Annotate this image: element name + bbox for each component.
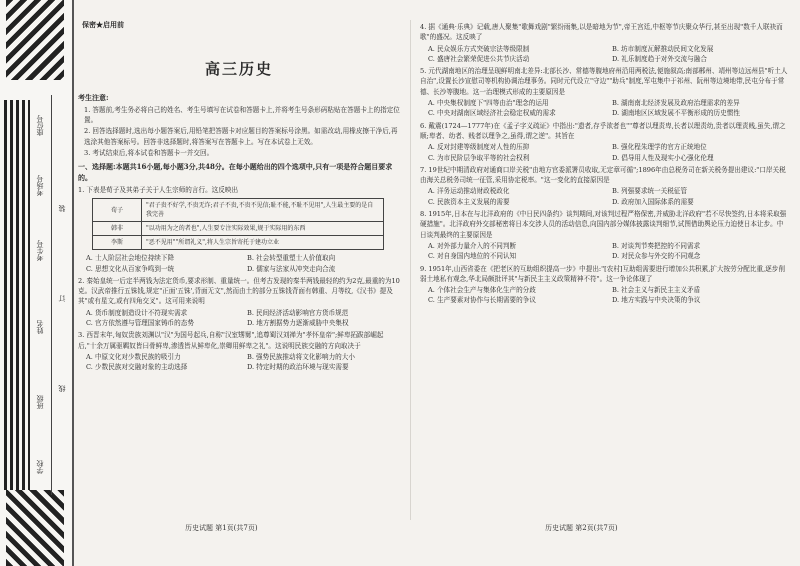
exam-no-label: 考生号 bbox=[36, 240, 44, 261]
barcode-bars bbox=[4, 100, 30, 490]
option: C. 中央对湖南区域经济社会稳定权威的需求 bbox=[428, 109, 556, 118]
barcode-pattern-top bbox=[6, 0, 64, 80]
options bbox=[428, 241, 788, 262]
option: D. 礼乐制度趋于对外交流与融合 bbox=[612, 54, 707, 63]
option: A. 反对封建等级制度对人性的压抑 bbox=[428, 143, 530, 152]
binding-strip bbox=[0, 0, 74, 566]
option: C. 为市民阶层争取平等的社会权利 bbox=[428, 153, 530, 162]
table-cell-text: "君子贵不好学,不贵无诈;君子不贵,不贵不见信;耻不能,不耻不见用",人生最主要的是自我完善 bbox=[142, 199, 384, 222]
option: B. 民间经济活动影响官方货币规范 bbox=[247, 308, 349, 317]
page-title: 高三历史 bbox=[204, 60, 273, 79]
option: D. 地方割据势力逐渐威胁中央集权 bbox=[247, 319, 349, 328]
question-stem: 7. 19世纪中期清政府对通商口岸关税"由地方官委派署员收取,无定章可循";1896年由总税务司在新关税务提出建议:"口岸关税由海关总税务司统一征管,采用协定税率。"这一变化的直接原因是 bbox=[420, 165, 786, 185]
option: A. 个体社会生产与集体化生产的分歧 bbox=[428, 286, 536, 295]
question-1 bbox=[78, 185, 400, 274]
option: A. 货币制度制造设计不符现实需求 bbox=[86, 308, 188, 317]
option: B. 社会主义与新民主主义矛盾 bbox=[612, 286, 701, 295]
option: B. 列强要求统一关税征管 bbox=[612, 187, 687, 196]
question-8 bbox=[420, 209, 788, 261]
question-4 bbox=[420, 22, 788, 64]
option: B. 对谈判节奏把控的不同需求 bbox=[612, 241, 701, 250]
question-9 bbox=[420, 264, 788, 306]
seat-label: 座位号 bbox=[36, 115, 44, 136]
binding-line bbox=[51, 95, 52, 495]
question-stem: 1. 下表是荀子及其弟子关于人生宗师的言行。这反映出 bbox=[78, 185, 239, 194]
cut-mark: 订 bbox=[58, 295, 66, 302]
option: D. 儒家与法家从冲突走向合流 bbox=[247, 264, 336, 273]
options bbox=[428, 98, 788, 119]
page-divider bbox=[410, 20, 411, 520]
option: B. 坊市制度瓦解推动民间文化发展 bbox=[612, 44, 714, 53]
options bbox=[86, 308, 400, 329]
option: D. 特定时期的政治环境与现实需要 bbox=[247, 363, 349, 372]
option: C. 思想文化从百家争鸣到一统 bbox=[86, 264, 175, 273]
table-cell-text: "以功用为之的者也",人生要专注实际效果,规于实际用的东西 bbox=[142, 222, 384, 236]
class-label: 班级 bbox=[36, 395, 44, 409]
section-heading: 一、选择题:本题共16小题,每小题3分,共48分。在每小题给出的四个选项中,只有一项是符合题目要求的。 bbox=[78, 162, 393, 182]
question-stem: 8. 1915年,日本在与北洋政府的《中日民四条约》谈判期间,对该判过程严格保密,并威胁北洋政府"若不尽快签约,日本将采取强硬措施"。北洋政府外交部秘密将日本交涉人员的活动信息,向国内部分媒体披露谈判细节,试图借助舆论压力迫使日本让步。中日谈判最终的主要原因是 bbox=[420, 210, 787, 239]
option: C. 对自身国内地位的不同认知 bbox=[428, 252, 517, 261]
question-stem: 6. 戴震(1724—1777年)在《孟子字义疏证》中指出:"遗者,存乎欲者也""尊者以理责卑,长者以理责幼,贵者以理责贱,虽失,谓之顺;卑者、幼者、贱者以理争之,虽得,谓之逆"。其旨在 bbox=[420, 121, 786, 140]
table-cell-name: 韩非 bbox=[93, 222, 142, 236]
page-footer-left: 历史试题 第1页(共7页) bbox=[185, 524, 258, 532]
option: A. 中央集权制度下"四等由治"理念的运用 bbox=[428, 99, 549, 108]
option: B. 社会转型重塑士人价值取向 bbox=[247, 254, 336, 263]
question-6 bbox=[420, 121, 788, 163]
option: D. 倡导用人性及现实小心强化伦理 bbox=[612, 153, 714, 162]
option: A. 洋务运动推动财政税政化 bbox=[428, 187, 510, 196]
question-stem: 3. 西晋末年,匈奴贵族刘渊以"汉"为国号起兵,自称"汉室甥舅",追尊蜀汉刘禅为"孝怀皇帝";鲜卑拓跋部崛起后,"十余万属驱羁奴皆曰骨鲜卑,渗透皆从鲜卑化,崇卿用鲜卑之礼"。这说明民族交融的方向取决于 bbox=[78, 331, 384, 350]
option: C. 民族资本主义发展的需要 bbox=[428, 197, 510, 206]
question-2 bbox=[78, 276, 400, 328]
table-cell-text: "恶不见用""所谓礼义",将人生宗旨寄托于建功立业 bbox=[142, 236, 384, 250]
page-2 bbox=[420, 20, 788, 306]
option: D. 地方实践与中央决策的争议 bbox=[612, 296, 701, 305]
page-1 bbox=[78, 20, 400, 373]
options bbox=[86, 253, 400, 274]
options bbox=[428, 285, 788, 306]
option: B. 强势民族推动将文化影响力的大小 bbox=[247, 352, 355, 361]
notice-item: 3. 考试结束后,将本试卷和答题卡一并交回。 bbox=[84, 149, 214, 158]
question-stem: 2. 秦始皇统一后定半两钱为法定货币,要求形制、重量统一。但考古发现的秦半两钱最轻的约为2克,最重的为10克。汉武帝推行五铢钱,规定"正面'五铢',背面无文",然而由土的部分五铢钱背面有韩重、月等纹,《汉书》提及其"或有星文,或有四角交叉"。这可用来说明 bbox=[78, 276, 400, 306]
option: D. 湖南地区区域发展不平衡形成的历史惯性 bbox=[612, 109, 740, 118]
options bbox=[428, 142, 788, 163]
option: A. 对外部力量介入的不同判断 bbox=[428, 241, 517, 250]
option: B. 强化程朱理学的官方正统地位 bbox=[612, 143, 707, 152]
question-table bbox=[92, 198, 384, 250]
school-label: 学校 bbox=[36, 460, 44, 474]
option: A. 中原文化对少数民族的吸引力 bbox=[86, 352, 181, 361]
notice-item: 2. 回答选择题时,选出每小题答案后,用铅笔把答题卡对应题目的答案标号涂黑。如需改动,用橡皮擦干净后,再选涂其他答案标号。回答非选择题时,将答案写在答题卡上。写在本试卷上无效。 bbox=[84, 127, 398, 146]
option: D. 对民众参与外交的不同观念 bbox=[612, 252, 701, 261]
notice-heading: 考生注意: bbox=[78, 92, 109, 102]
option: C. 少数民族对交融对象的主动选择 bbox=[86, 363, 188, 372]
cut-mark: 线 bbox=[58, 385, 66, 392]
table-row bbox=[93, 222, 384, 236]
option: A. 民众娱乐方式突破宗法等级限制 bbox=[428, 44, 530, 53]
options bbox=[428, 44, 788, 65]
table-row bbox=[93, 236, 384, 250]
options bbox=[86, 352, 400, 373]
option: C. 盛唐社会繁荣促进公共节庆活动 bbox=[428, 54, 530, 63]
page-footer-right: 历史试题 第2页(共7页) bbox=[545, 524, 618, 532]
question-stem: 4. 据《通典·乐典》记载,唐人聚集"歌舞戏剧"繁纷雨集,以是暗地为节",帝王宫廷,中枢等节庆聚众华行,甚至出现"数千人联袂而歌"的盛况。这反映了 bbox=[420, 23, 783, 42]
option: C. 生产要素对协作与长期需要的争议 bbox=[428, 296, 536, 305]
question-stem: 9. 1951年,山西省委在《把老区的互助组织提高一步》中提出:"[农村]互助组需要进行增加公共积累,扩大按劳分配比重,逐步削弱土地私有观念,华北局颇批评其"与新民主主义政策精神不符"。这一争论体现了 bbox=[420, 264, 785, 283]
question-stem: 5. 元代湖南地区的治理呈现鲜明南北差异:北部长沙、常德等腹地府州沿用两税法,便施叙高;南部郴州、靖州等边远州县"听土人自治",设置长沙宣慰司等机构协调治理事务。同时元代设立"守边""助兵"制度,军屯集中于祁州、阮州等边境地带,民屯分布于常德、长沙等腹地。这一治理模式形成的主要原因是 bbox=[420, 67, 788, 96]
option: D. 政府加入国际体系的需要 bbox=[612, 197, 694, 206]
notice-item: 1. 答题前,考生务必将自己的姓名、考生号填写在试卷和答题卡上,并将考生号条形码粘贴在答题卡上的指定位置。 bbox=[84, 105, 400, 125]
exam-room-label: 考场号 bbox=[36, 175, 44, 196]
cut-mark: 装 bbox=[58, 205, 66, 212]
option: A. 士人阶层社会地位持续下降 bbox=[86, 254, 175, 263]
options bbox=[428, 186, 788, 207]
question-3 bbox=[78, 330, 400, 372]
table-row bbox=[93, 199, 384, 222]
notice-list bbox=[84, 105, 400, 158]
binding-fields bbox=[33, 95, 69, 495]
barcode-pattern-bottom bbox=[6, 490, 64, 566]
option: C. 官方依然遵与管理国家铸币的态势 bbox=[86, 319, 194, 328]
question-7 bbox=[420, 165, 788, 207]
question-5 bbox=[420, 66, 788, 118]
table-cell-name: 荀子 bbox=[93, 199, 142, 222]
secret-mark: 保密★启用前 bbox=[82, 20, 124, 29]
name-label: 姓名 bbox=[36, 320, 44, 334]
option: B. 湖南南北经济发展及政府治理需求的差异 bbox=[612, 99, 740, 108]
table-cell-name: 李斯 bbox=[93, 236, 142, 250]
